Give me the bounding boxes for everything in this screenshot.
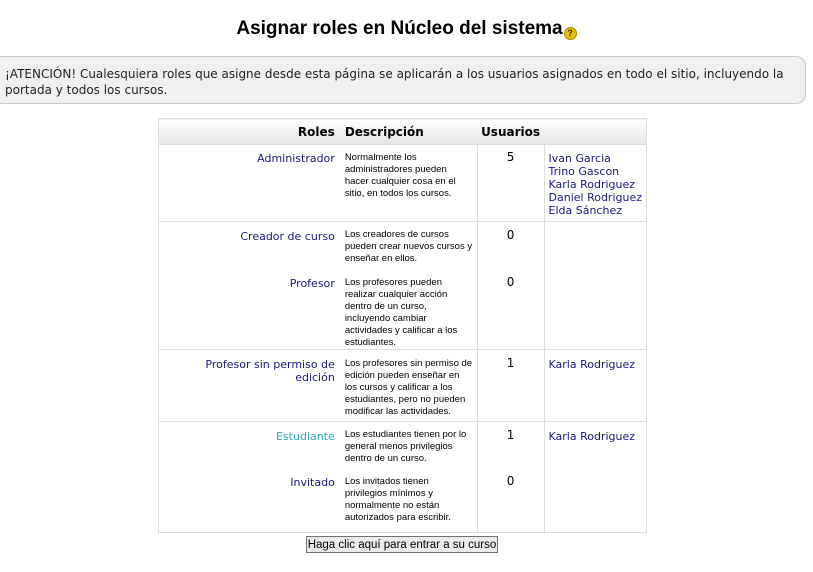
user-count: 1 [506, 428, 515, 442]
count-cell [477, 222, 544, 270]
role-description: Los profesores sin permiso de edición pueden enseñar en los cursos y calificar a los estudiantes, pero no pueden modificar las actividades. [344, 358, 473, 417]
user-link[interactable]: Daniel Rodriguez [548, 191, 643, 204]
column-header-description: Descripción [341, 119, 477, 145]
description-cell [341, 350, 477, 422]
role-cell [159, 269, 341, 350]
user-count: 5 [506, 150, 515, 164]
users-cell [544, 468, 646, 533]
page-title [0, 18, 813, 40]
role-link-estudiante[interactable]: Estudiante [276, 430, 335, 443]
table-row [159, 145, 647, 222]
role-link-creador-de-curso[interactable]: Creador de curso [240, 230, 335, 243]
role-description: Los invitados tienen privilegios mínimos y normalmente no están autorizados para escribir. [344, 476, 451, 523]
count-cell [477, 145, 544, 222]
table-row [159, 468, 647, 533]
role-description: Los profesores pueden realizar cualquier acción dentro de un curso, incluyendo cambiar actividades y calificar a los estudiantes. [344, 277, 458, 348]
page-title-text: Asignar roles en Núcleo del sistema [236, 18, 563, 39]
column-header-roles: Roles [159, 119, 341, 145]
user-link[interactable]: Karla Rodriguez [548, 358, 636, 371]
user-link[interactable]: Elda Sánchez [548, 204, 622, 217]
role-cell [159, 222, 341, 270]
user-count: 1 [506, 356, 515, 370]
role-cell [159, 468, 341, 533]
role-link-profesor[interactable]: Profesor [289, 277, 335, 290]
user-link[interactable]: Karla Rodriguez [548, 430, 636, 443]
description-cell [341, 269, 477, 350]
user-link[interactable]: Ivan Garcia [548, 152, 611, 165]
count-cell [477, 350, 544, 422]
role-cell [159, 145, 341, 222]
role-cell [159, 422, 341, 469]
enter-course-button[interactable]: Haga clic aquí para entrar a su curso [306, 536, 498, 553]
description-cell [341, 468, 477, 533]
description-cell [341, 145, 477, 222]
role-cell [159, 350, 341, 422]
warning-box: ¡ATENCIÓN! Cualesquiera roles que asigne desde esta página se aplicarán a los usuarios asignados en todo el sitio, incluyendo la portada y todos los cursos. [0, 56, 806, 104]
users-cell [544, 145, 646, 222]
user-link[interactable]: Trino Gascon [548, 165, 620, 178]
column-header-user-list [544, 119, 646, 145]
roles-table [158, 118, 647, 533]
table-row [159, 422, 647, 469]
users-cell [544, 350, 646, 422]
user-count: 0 [506, 228, 515, 242]
help-icon[interactable]: ? [564, 27, 577, 40]
table-row [159, 269, 647, 350]
users-cell [544, 269, 646, 350]
user-count: 0 [506, 474, 515, 488]
count-cell [477, 269, 544, 350]
users-cell [544, 222, 646, 270]
table-row [159, 222, 647, 270]
role-link-administrador[interactable]: Administrador [257, 152, 335, 165]
users-cell [544, 422, 646, 469]
role-link-profesor-sin-permiso[interactable]: Profesor sin permiso de edición [205, 358, 335, 384]
description-cell [341, 422, 477, 469]
user-link[interactable]: Karla Rodriguez [548, 178, 636, 191]
role-description: Normalmente los administradores pueden hacer cualquier cosa en el sitio, en todos los cursos. [344, 152, 456, 199]
table-row [159, 350, 647, 422]
user-count: 0 [506, 275, 515, 289]
role-description: Los creadores de cursos pueden crear nuevos cursos y enseñar en ellos. [344, 229, 473, 264]
count-cell [477, 422, 544, 469]
count-cell [477, 468, 544, 533]
table-header-row [159, 119, 647, 145]
description-cell [341, 222, 477, 270]
role-description: Los estudiantes tienen por lo general menos privilegios dentro de un curso. [344, 429, 467, 464]
column-header-users: Usuarios [477, 119, 544, 145]
role-link-invitado[interactable]: Invitado [290, 476, 335, 489]
